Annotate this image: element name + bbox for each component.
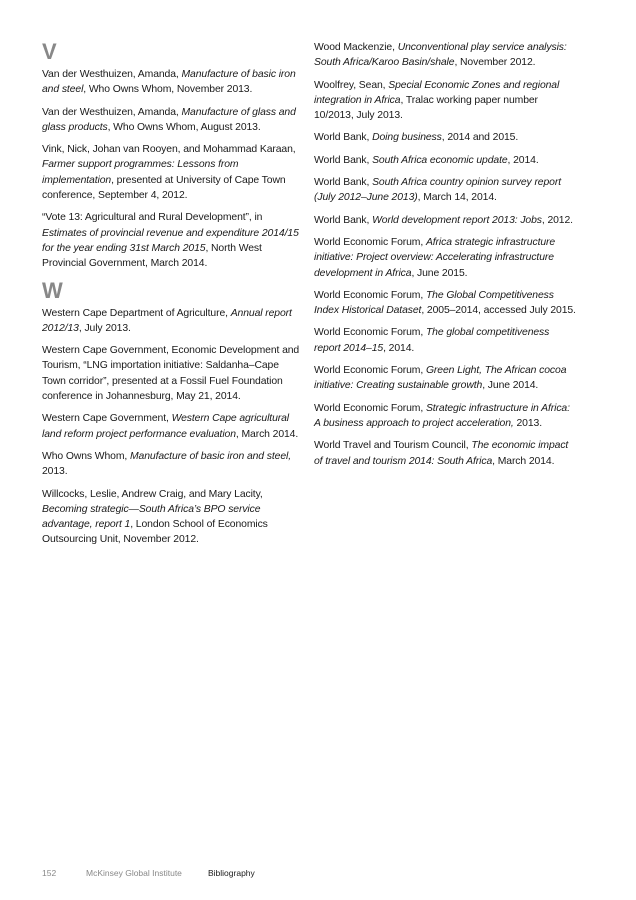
bibliography-entry: Van der Westhuizen, Amanda, Manufacture of basic iron and steel, Who Owns Whom, November 2013. [42,69,296,96]
bibliography-entry: “Vote 13: Agricultural and Rural Development”, in Estimates of provincial revenue and expenditure 2014/15 for the year ending 31st March 2015, North West Provincial Government, March 2014. [42,212,299,270]
bibliography-entry: World Economic Forum, Africa strategic infrastructure initiative: Project overview: Accelerating infrastructure development in Africa, June 2015. [314,236,556,279]
bibliography-entry: Who Owns Whom, Manufacture of basic iron and steel, 2013. [42,450,292,478]
v-entries [42,67,300,272]
bibliography-entry: Western Cape Government, Western Cape agricultural land reform project performance evaluation, March 2014. [42,413,299,440]
bibliography-entry: World Economic Forum, Green Light, The African cocoa initiative: Creating sustainable growth, June 2014. [314,365,567,392]
bibliography-entry: Western Cape Department of Agriculture, Annual report 2012/13, July 2013. [42,307,292,334]
bibliography-entry: World Bank, World development report 2013: Jobs, 2012. [314,214,573,226]
bibliography-entry: Van der Westhuizen, Amanda, Manufacture of glass and glass products, Who Owns Whom, August 2013. [42,106,296,133]
bibliography-entry: Willcocks, Leslie, Andrew Craig, and Mary Lacity, Becoming strategic—South Africa’s BPO service advantage, report 1, London School of Economics Outsourcing Unit, November 2012. [42,488,268,546]
footer-organization: McKinsey Global Institute [86,868,182,878]
bibliography-entry: Woolfrey, Sean, Special Economic Zones and regional integration in Africa, Tralac working paper number 10/2013, July 2013. [314,79,560,122]
left-column [42,40,300,555]
section-letter-w: W [42,277,63,303]
bibliography-entry: World Bank, South Africa country opinion survey report (July 2012–June 2013), March 14, 2014. [314,177,561,204]
bibliography-entry: World Travel and Tourism Council, The economic impact of travel and tourism 2014: South Africa, March 2014. [314,440,569,467]
page-footer [42,868,255,878]
bibliography-entry: World Bank, South Africa economic update, 2014. [314,154,539,166]
bibliography-entry: Vink, Nick, Johan van Rooyen, and Mohammad Karaan, Farmer support programmes: Lessons from implementation, presented at University of Cape Town conference, September 4, 2012. [42,144,296,202]
bibliography-entry: World Bank, Doing business, 2014 and 2015. [314,132,519,144]
bibliography-entry: World Economic Forum, The global competitiveness report 2014–15, 2014. [314,327,550,354]
bibliography-entry: World Economic Forum, Strategic infrastructure in Africa: A business approach to project acceleration, 2013. [314,402,570,429]
page-number: 152 [42,868,57,878]
w-entries [42,306,300,548]
bibliography-entry: Wood Mackenzie, Unconventional play service analysis: South Africa/Karoo Basin/shale, November 2012. [314,42,567,69]
bibliography-entry: Western Cape Government, Economic Development and Tourism, “LNG importation initiative: Saldanha–Cape Town corridor”, presented at a Fossil Fuel Foundation conference in Johannesburg, May 21, 2014. [42,345,300,403]
section-letter-v: V [42,39,57,64]
footer-section-title: Bibliography [208,868,255,878]
bibliography-entry: World Economic Forum, The Global Competitiveness Index Historical Dataset, 2005–2014, accessed July 2015. [314,289,576,317]
right-column [314,40,576,476]
